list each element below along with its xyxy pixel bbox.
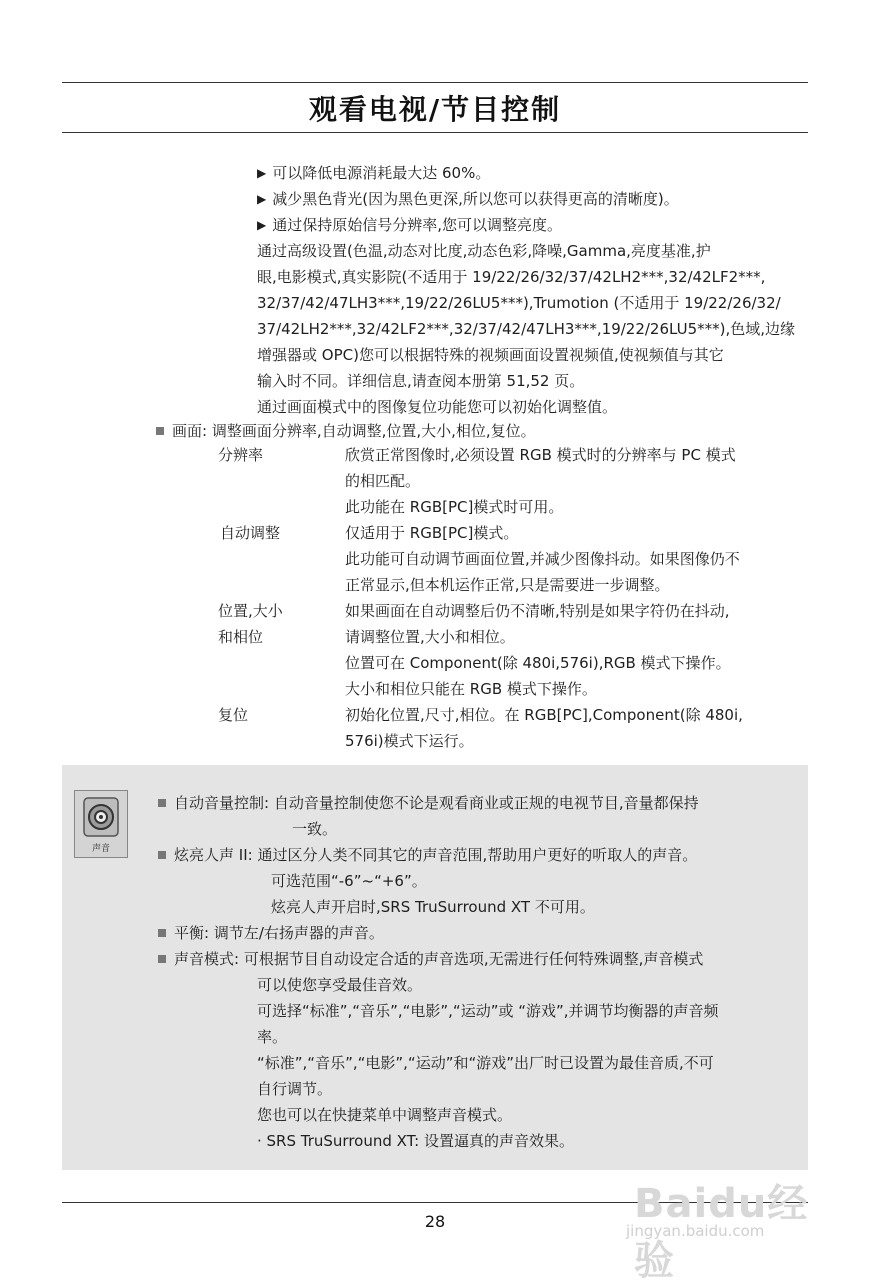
sound-menu-icon-box [74, 790, 128, 858]
speaker-icon [83, 797, 119, 837]
item-label-phase: 和相位 [218, 628, 264, 646]
section-bullet-square [158, 799, 166, 807]
item-label-position-size: 位置,大小 [218, 602, 283, 620]
section-bullet-square [158, 929, 166, 937]
sound-item-line: · SRS TruSurround XT: 设置逼真的声音效果。 [257, 1132, 575, 1150]
item-label-reset: 复位 [218, 706, 249, 724]
section-bullet-square [158, 851, 166, 859]
paragraph1-line: 输入时不同。详细信息,请查阅本册第 51,52 页。 [257, 372, 585, 390]
item-desc-line: 如果画面在自动调整后仍不清晰,特别是如果字符仍在抖动, [345, 602, 730, 620]
page-number: 28 [424, 1212, 446, 1231]
sound-item-line: 可选择“标准”,“音乐”,“电影”,“运动”或 “游戏”,并调节均衡器的声音频 [257, 1002, 719, 1020]
item-desc-line: 576i)模式下运行。 [345, 732, 474, 750]
item-desc-line: 欣赏正常图像时,必须设置 RGB 模式时的分辨率与 PC 模式 [345, 446, 736, 464]
paragraph1-line: 增强器或 OPC)您可以根据特殊的视频画面设置视频值,使视频值与其它 [257, 346, 724, 364]
sound-item-line: 可以使您享受最佳音效。 [257, 976, 423, 994]
item-desc-line: 此功能可自动调节画面位置,并减少图像抖动。如果图像仍不 [345, 550, 740, 568]
paragraph1-line: 37/42LH2***,32/42LF2***,32/37/42/47LH3***,19/22/26LU5***),色域,边缘 [257, 320, 796, 338]
section-bullet-square [158, 955, 166, 963]
sound-item-line: 率。 [257, 1028, 288, 1046]
watermark-brand: Baidu经验 [634, 1181, 809, 1284]
item-desc-line: 大小和相位只能在 RGB 模式下操作。 [345, 680, 597, 698]
page-title: 观看电视/节目控制 [308, 93, 562, 126]
sound-item-line: 炫亮人声 II: 通过区分人类不同其它的声音范围,帮助用户更好的听取人的声音。 [174, 846, 698, 864]
sound-item-line: 炫亮人声开启时,SRS TruSurround XT 不可用。 [271, 898, 595, 916]
intro-bullet-2: ▶ 减少黑色背光(因为黑色更深,所以您可以获得更高的清晰度)。 [257, 186, 679, 213]
sound-item-line: 自动音量控制: 自动音量控制使您不论是观看商业或正规的电视节目,音量都保持 [174, 794, 699, 812]
section-bullet-square [156, 427, 164, 435]
sound-item-line: 平衡: 调节左/右扬声器的声音。 [174, 924, 384, 942]
sound-item-line: 自行调节。 [257, 1080, 333, 1098]
item-label-resolution: 分辨率 [218, 446, 264, 464]
item-desc-line: 请调整位置,大小和相位。 [345, 628, 515, 646]
paragraph1-line: 眼,电影模式,真实影院(不适用于 19/22/26/32/37/42LH2***,32/42LF2***, [257, 268, 766, 286]
sound-item-line: “标准”,“音乐”,“电影”,“运动”和“游戏”出厂时已设置为最佳音质,不可 [257, 1054, 714, 1072]
sound-item-line: 一致。 [292, 820, 338, 838]
watermark-url: jingyan.baidu.com [626, 1222, 765, 1240]
sound-item-line: 声音模式: 可根据节目自动设定合适的声音选项,无需进行任何特殊调整,声音模式 [174, 950, 704, 968]
item-desc-line: 初始化位置,尺寸,相位。在 RGB[PC],Component(除 480i, [345, 706, 743, 724]
item-desc-line: 位置可在 Component(除 480i,576i),RGB 模式下操作。 [345, 654, 731, 672]
intro-bullet-1: ▶ 可以降低电源消耗最大达 60%。 [257, 160, 490, 187]
paragraph2: 通过画面模式中的图像复位功能您可以初始化调整值。 [257, 398, 618, 416]
baidu-watermark [612, 1150, 832, 1284]
intro-bullet-3: ▶ 通过保持原始信号分辨率,您可以调整亮度。 [257, 212, 562, 239]
title-rule [62, 132, 808, 133]
item-desc-line: 此功能在 RGB[PC]模式时可用。 [345, 498, 564, 516]
paragraph1-line: 32/37/42/47LH3***,19/22/26LU5***),Trumotion (不适用于 19/22/26/32/ [257, 294, 781, 312]
item-desc-line: 仅适用于 RGB[PC]模式。 [345, 524, 519, 542]
picture-section-heading: 画面: 调整画面分辨率,自动调整,位置,大小,相位,复位。 [172, 422, 536, 440]
sound-item-line: 可选范围“-6”~“+6”。 [271, 872, 427, 890]
item-label-auto-adjust: 自动调整 [220, 524, 281, 542]
sound-item-line: 您也可以在快捷菜单中调整声音模式。 [257, 1106, 513, 1124]
top-rule [62, 82, 808, 83]
paragraph1-line: 通过高级设置(色温,动态对比度,动态色彩,降噪,Gamma,亮度基准,护 [257, 242, 711, 260]
item-desc-line: 正常显示,但本机运作正常,只是需要进一步调整。 [345, 576, 670, 594]
item-desc-line: 的相匹配。 [345, 472, 421, 490]
sound-icon-caption: 声音 [91, 844, 110, 854]
